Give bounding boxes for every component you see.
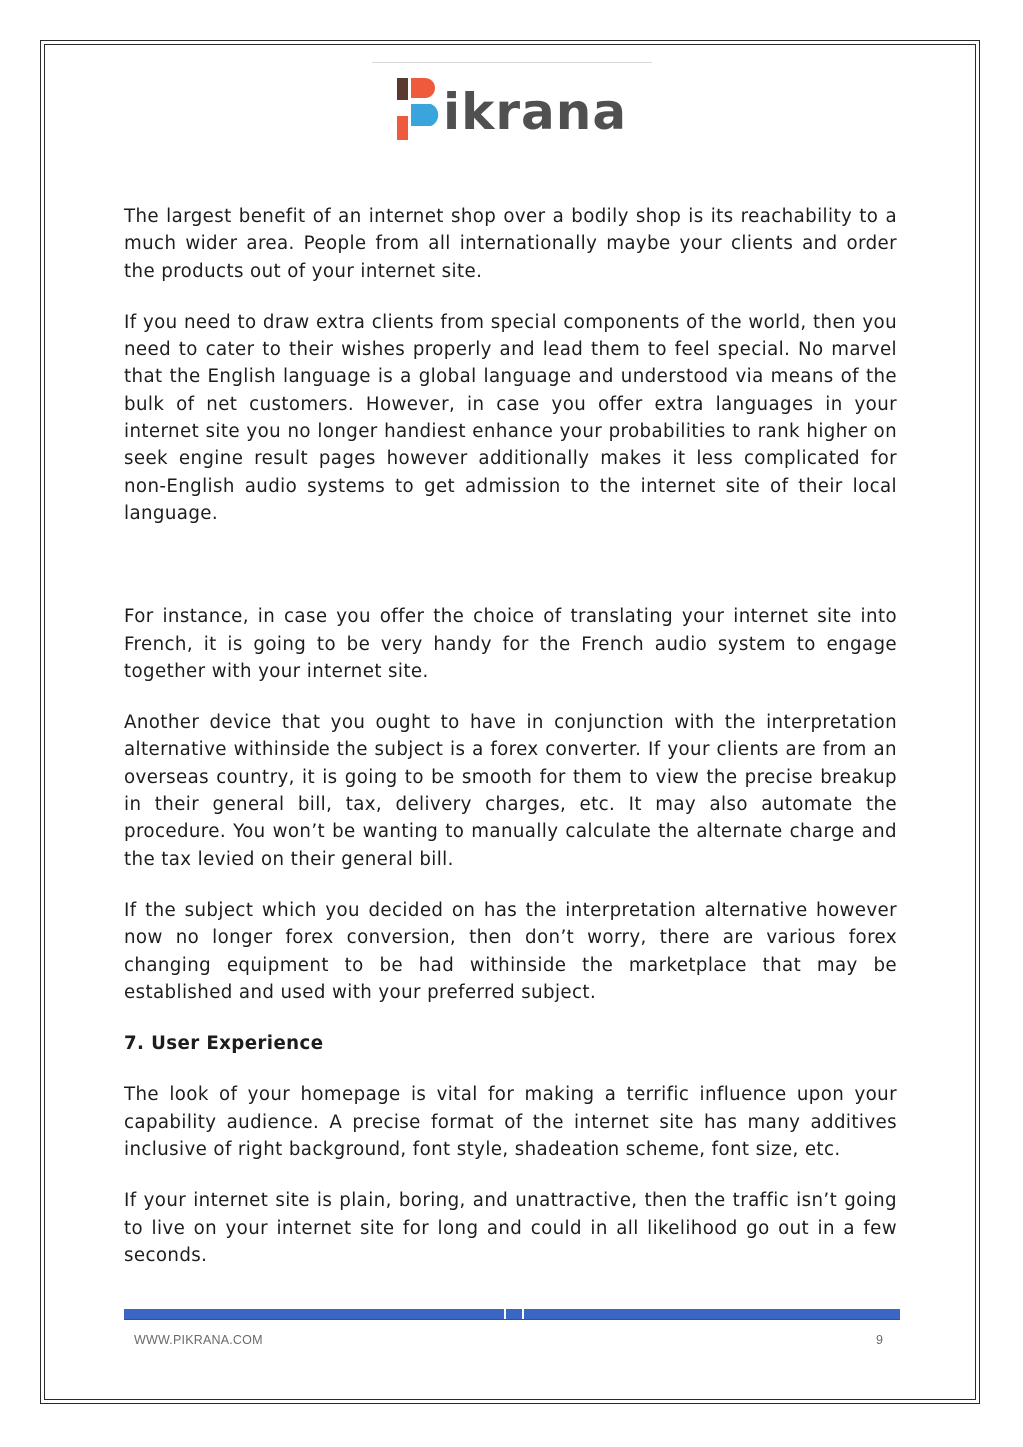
paragraph: For instance, in case you offer the choice of translating your internet site into French, it is going to be very handy for the French audio system to engage together with your internet site. — [124, 606, 897, 682]
footer-bar — [124, 1309, 900, 1320]
header-rule — [372, 62, 652, 63]
paragraph: If the subject which you decided on has the interpretation alternative however now no longer forex conversion, then don’t worry, there are various forex changing equipment to be had withinside the marketplace that may be established and used with your preferred subject. — [124, 899, 897, 1003]
logo-wordmark: ikrana — [443, 83, 628, 141]
footer-website: WWW.PIKRANA.COM — [134, 1333, 263, 1347]
paragraph: Another device that you ought to have in conjunction with the interpretation alternative withinside the subject is a forex converter. If your clients are from an overseas country, it is going to be smooth for them to view the precise breakup in their general bill, tax, delivery charges, etc. It may also automate the procedure. You won’t be wanting to manually calculate the alternate charge and the tax levied on their general bill. — [124, 712, 897, 870]
footer-bar-divider — [504, 1309, 506, 1319]
paragraph: The largest benefit of an internet shop over a bodily shop is its reachability to a much wider area. People from all internationally maybe your clients and order the products out of your internet site. — [124, 206, 897, 282]
paragraph: If you need to draw extra clients from special components of the world, then you need to cater to their wishes properly and lead them to feel special. No marvel that the English language is a global language and understood via means of the bulk of net customers. However, in case you offer extra languages in your internet site you no longer handiest enhance your probabilities to rank higher on seek engine result pages however additionally makes it less complicated for non-English audio systems to get admission to the internet site of their local language. — [124, 311, 897, 524]
document-body — [124, 203, 897, 1269]
paragraph: If your internet site is plain, boring, and unattractive, then the traffic isn’t going to live on your internet site for long and could in all likelihood go out in a few seconds. — [124, 1190, 897, 1266]
pikrana-logo-mark-icon — [397, 76, 447, 144]
footer-bar-divider — [522, 1309, 524, 1319]
page-number: 9 — [876, 1333, 883, 1347]
paragraph: The look of your homepage is vital for making a terrific influence upon your capability audience. A precise format of the internet site has many additives inclusive of right background, font style, shadeation scheme, font size, etc. — [124, 1084, 897, 1161]
section-heading: 7. User Experience — [124, 1033, 324, 1055]
pikrana-logo — [397, 72, 637, 148]
